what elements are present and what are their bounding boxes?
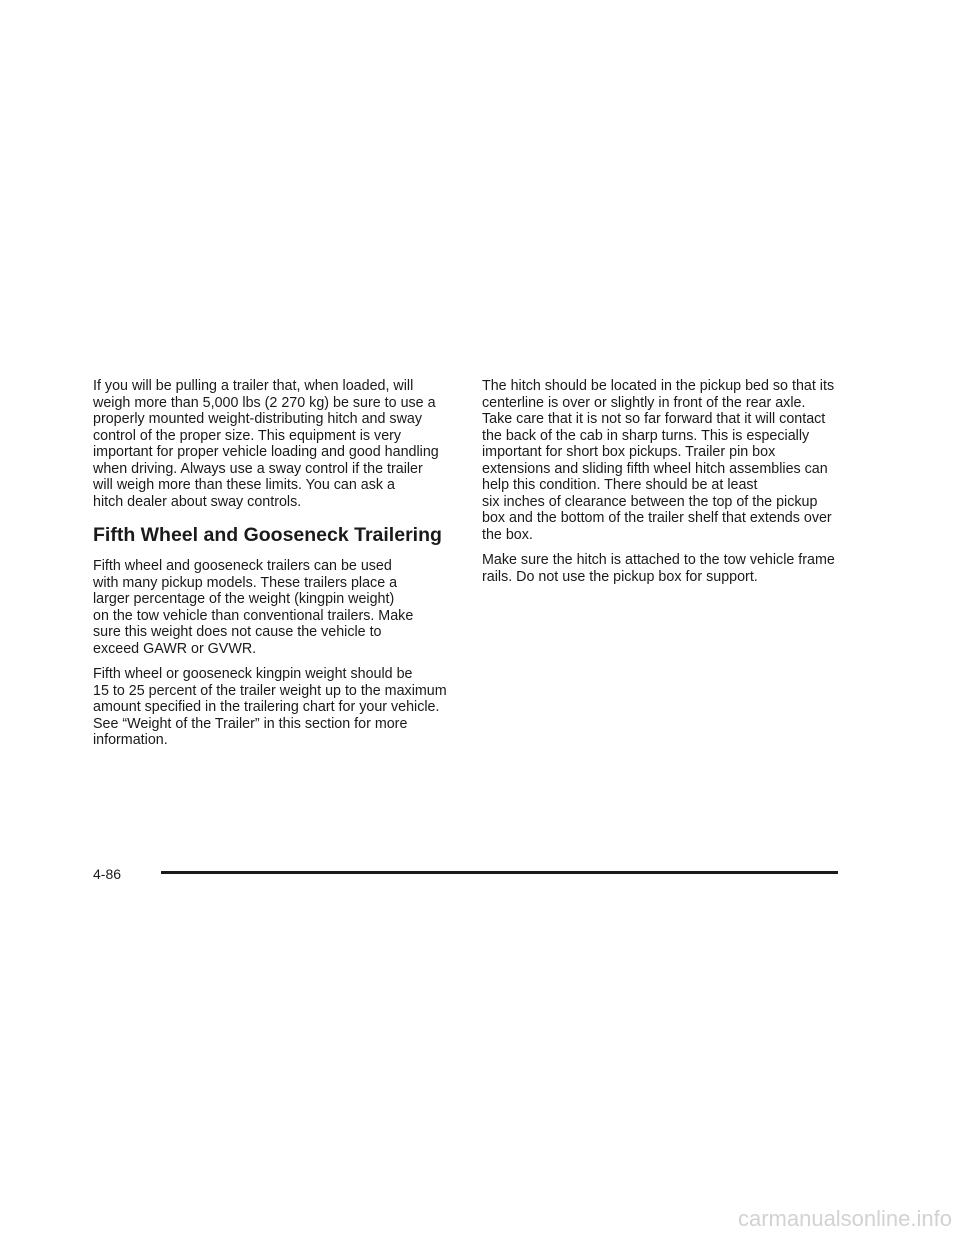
left-column: [93, 378, 478, 758]
hitch-attachment-paragraph: Make sure the hitch is attached to the tow vehicle frame rails. Do not use the pickup box for support.: [482, 552, 835, 585]
section-heading: Fifth Wheel and Gooseneck Trailering: [93, 524, 442, 546]
fifth-wheel-paragraph: Fifth wheel and gooseneck trailers can be used with many pickup models. These trailers place a larger percentage of the weight (kingpin weight) on the tow vehicle than conventional trailers. Make sure this weight does not cause the vehicle to exceed GAWR or GVWR.: [93, 558, 414, 657]
page-number: 4-86: [93, 866, 122, 882]
hitch-location-paragraph: The hitch should be located in the pickup bed so that its centerline is over or slightly in front of the rear axle. Take care that it is not so far forward that it will contact the back of the cab in sharp turns. This is especially important for short box pickups. Trailer pin box extensions and sliding fifth wheel hitch assemblies can help this condition. There should be at least six inches of clearance between the top of the pickup box and the bottom of the trailer shelf that extends over the box.: [482, 378, 835, 543]
footer-rule: [161, 871, 838, 874]
page-footer: [93, 864, 838, 884]
right-column: [482, 378, 854, 594]
intro-paragraph: If you will be pulling a trailer that, when loaded, will weigh more than 5,000 lbs (2 270 kg) be sure to use a properly mounted weight-distributing hitch and sway control of the proper size. This equipment is very important for proper vehicle loading and good handling when driving. Always use a sway control if the trailer will weigh more than these limits. You can ask a hitch dealer about sway controls.: [93, 378, 439, 510]
kingpin-weight-paragraph: Fifth wheel or gooseneck kingpin weight should be 15 to 25 percent of the trailer weight up to the maximum amount specified in the trailering chart for your vehicle. See “Weight of the Trailer” in this section for more information.: [93, 666, 447, 748]
watermark-text: carmanualsonline.info: [737, 1206, 952, 1231]
